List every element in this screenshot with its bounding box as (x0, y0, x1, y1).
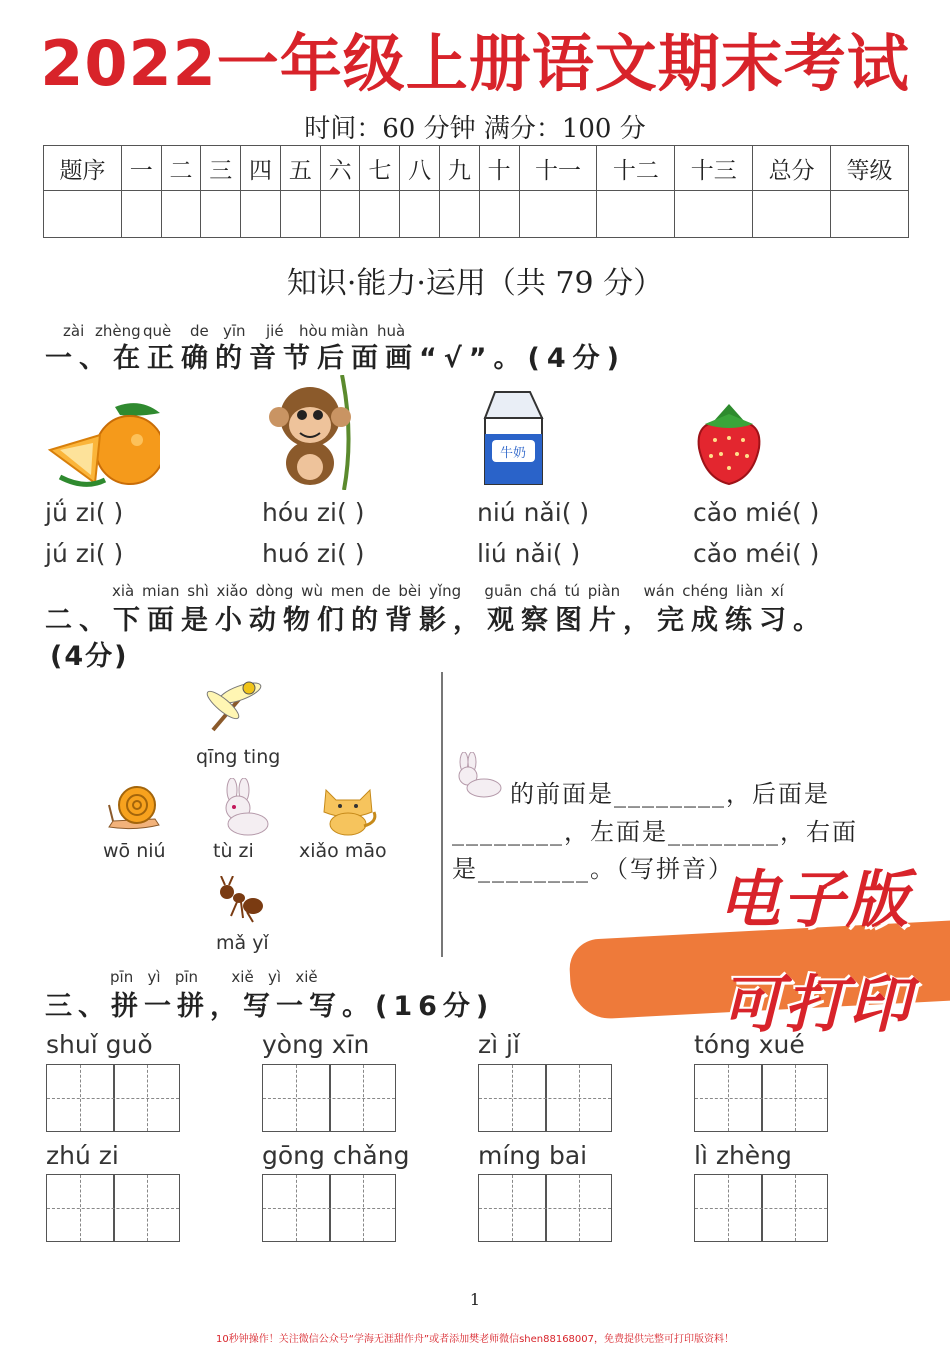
q1-pinyin-syllable: zài (63, 322, 85, 340)
score-blank-cell[interactable] (831, 191, 909, 238)
page-number: 1 (469, 1290, 481, 1309)
milk-icon (480, 388, 546, 488)
score-blank-cell[interactable] (360, 191, 400, 238)
q3-heading: 三、拼一拼，写一写。(16分) (45, 991, 495, 1022)
score-blank-cell[interactable] (400, 191, 440, 238)
rabbit-small-icon (452, 752, 504, 798)
dragonfly-icon (195, 675, 265, 740)
score-blank-cell[interactable] (479, 191, 519, 238)
score-blank-cell[interactable] (597, 191, 675, 238)
q2-para-line1: 的前面是________，后面是 (510, 780, 830, 808)
footer-note: 10秒钟操作！关注微信公众号“学海无涯甜作舟”或者添加樊老师微信shen88168007，免费提供完整可打印版资料！ (215, 1334, 735, 1345)
score-header-cell: 三 (201, 146, 241, 191)
score-header-cell: 一 (121, 146, 161, 191)
option-strawberry-2[interactable]: cǎo méi( ) (693, 539, 820, 568)
option-strawberry-1[interactable]: cǎo mié( ) (693, 498, 820, 527)
q2-para-line3: 是________。（写拼音） (452, 855, 734, 883)
label-rabbit: tù zi (213, 840, 254, 862)
score-blank-cell[interactable] (201, 191, 241, 238)
q2-para-line2: ________，左面是________，右面 (452, 818, 858, 846)
score-header-cell: 十一 (519, 146, 597, 191)
option-monkey-2[interactable]: huó zi( ) (262, 539, 365, 568)
score-header-cell: 四 (241, 146, 281, 191)
score-header-cell: 六 (320, 146, 360, 191)
writing-grid-5[interactable] (46, 1174, 180, 1242)
q1-pinyin-syllable: hòu (299, 322, 328, 340)
word-pinyin-3: zì jǐ (478, 1030, 520, 1059)
word-pinyin-7: míng bai (478, 1141, 588, 1170)
option-milk-1[interactable]: niú nǎi( ) (477, 498, 590, 527)
writing-grid-2[interactable] (262, 1064, 396, 1132)
score-header-cell: 九 (440, 146, 480, 191)
cat-icon (318, 782, 378, 836)
q2-divider (441, 672, 443, 957)
option-milk-2[interactable]: liú nǎi( ) (477, 539, 581, 568)
writing-grid-3[interactable] (478, 1064, 612, 1132)
rabbit-icon (208, 778, 274, 836)
word-pinyin-1: shuǐ guǒ (46, 1030, 153, 1059)
strawberry-icon (693, 400, 765, 486)
option-monkey-1[interactable]: hóu zi( ) (262, 498, 365, 527)
score-blank-cell[interactable] (121, 191, 161, 238)
score-header-cell: 二 (161, 146, 201, 191)
exam-title: 2022一年级上册语文期末考试 (40, 27, 910, 100)
writing-grid-4[interactable] (694, 1064, 828, 1132)
score-header-cell: 八 (400, 146, 440, 191)
score-blank-cell[interactable] (161, 191, 201, 238)
score-blank-cell[interactable] (519, 191, 597, 238)
score-blank-cell[interactable] (440, 191, 480, 238)
q1-heading: 一、在正确的音节后面画“√”。(4分) (45, 343, 626, 374)
q2-points: (4分) (50, 641, 129, 672)
label-dragonfly: qīng ting (196, 746, 281, 768)
q3-pinyin-row: pīn yì pīn xiě yì xiě (110, 968, 318, 986)
stamp-electronic-version: 电子版 (718, 863, 911, 936)
q1-pinyin-syllable: zhèng (95, 322, 141, 340)
score-header-cell: 七 (360, 146, 400, 191)
writing-grid-8[interactable] (694, 1174, 828, 1242)
score-header-cell: 总分 (753, 146, 831, 191)
q2-pinyin-row: xià mian shì xiǎo dòng wù men de bèi yǐng guān chá tú piàn wán chéng liàn xí (112, 582, 784, 600)
word-pinyin-6: gōng chǎng (262, 1141, 410, 1170)
score-header-cell: 等级 (831, 146, 909, 191)
q1-pinyin-syllable: huà (377, 322, 406, 340)
milk-carton-label: 牛奶 (499, 446, 527, 461)
score-header-cell: 十二 (597, 146, 675, 191)
writing-grid-7[interactable] (478, 1174, 612, 1242)
score-header-cell: 十 (479, 146, 519, 191)
q1-pinyin-syllable: de (190, 322, 209, 340)
snail-icon (105, 783, 161, 831)
q1-pinyin-syllable: yīn (223, 322, 246, 340)
label-cat: xiǎo māo (299, 840, 387, 862)
score-blank-cell[interactable] (280, 191, 320, 238)
score-blank-cell[interactable] (320, 191, 360, 238)
ant-icon (213, 876, 265, 926)
score-blank-cell[interactable] (44, 191, 122, 238)
label-ant: mǎ yǐ (216, 932, 269, 954)
label-snail: wō niú (103, 840, 166, 862)
word-pinyin-2: yòng xīn (262, 1030, 370, 1059)
q2-heading: 二、下面是小动物们的背影，观察图片，完成练习。 (45, 605, 827, 636)
score-header-cell: 题序 (44, 146, 122, 191)
q1-pinyin-syllable: jié (266, 322, 284, 340)
word-pinyin-8: lì zhèng (694, 1141, 792, 1170)
option-orange-2[interactable]: jú zi( ) (45, 539, 124, 568)
score-header-cell: 十三 (675, 146, 753, 191)
word-pinyin-4: tóng xué (694, 1030, 805, 1059)
stamp-printable: 可打印 (720, 968, 913, 1041)
monkey-icon (262, 375, 362, 490)
word-pinyin-5: zhú zi (46, 1141, 119, 1170)
score-table (43, 145, 909, 238)
score-blank-cell[interactable] (753, 191, 831, 238)
q1-pinyin-syllable: miàn (331, 322, 369, 340)
score-header-cell: 五 (280, 146, 320, 191)
q1-pinyin-syllable: què (143, 322, 172, 340)
writing-grid-6[interactable] (262, 1174, 396, 1242)
option-orange-1[interactable]: jǘ zi( ) (45, 498, 124, 527)
section-title: 知识·能力·运用（共 79 分） (286, 266, 664, 301)
score-blank-cell[interactable] (241, 191, 281, 238)
score-blank-cell[interactable] (675, 191, 753, 238)
orange-icon (45, 395, 160, 490)
writing-grid-1[interactable] (46, 1064, 180, 1132)
time-and-score-line: 时间：60 分钟 满分：100 分 (304, 114, 646, 144)
